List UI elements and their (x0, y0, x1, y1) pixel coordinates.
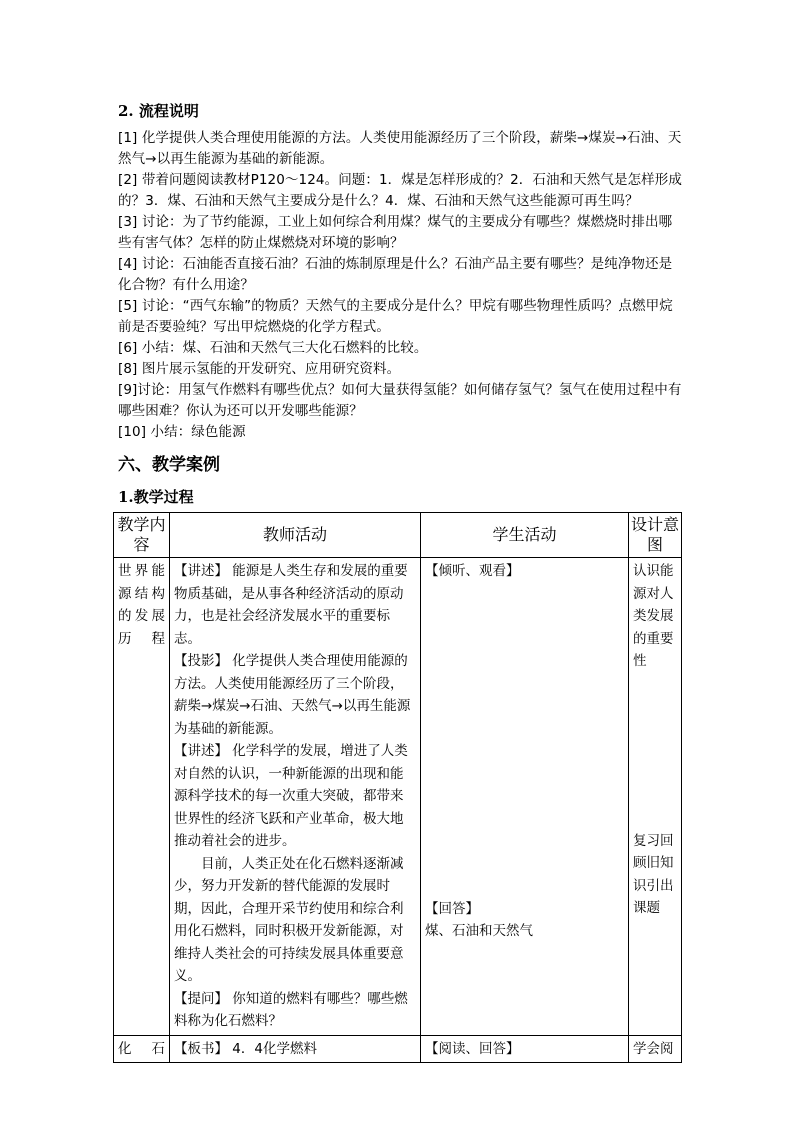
paragraph-10: [10] 小结：绿色能源 (118, 424, 246, 440)
header-student: 学生活动 (421, 513, 629, 558)
teacher-narration-3: 目前，人类正处在化石燃料逐渐减少，努力开发新的替代能源的发展时期，因此，合理开采节约使用和综合利用化石燃料，同时积极开发新能源，对维持人类社会的可持续发展具体重要意义。 (174, 855, 404, 984)
table-header-row (114, 513, 682, 558)
table-row (114, 1035, 682, 1063)
paragraph-1: [1] 化学提供人类合理使用能源的方法。人类使用能源经历了三个阶段，薪柴→煤炭→石油、天然气→以再生能源为基础的新能源。 (118, 130, 682, 167)
student-activity-1: 【倾听、观看】 (425, 563, 520, 579)
paragraph-4: [4] 讨论：石油能否直接石油？石油的炼制原理是什么？石油产品主要有哪些？是纯净物还是化合物？有什么用途？ (118, 256, 673, 293)
lesson-table (113, 512, 682, 1063)
row2-teacher-cell: 【板书】 4．4化学燃料 (170, 1035, 421, 1063)
paragraph-6: [6] 小结：煤、石油和天然气三大化石燃料的比较。 (118, 340, 428, 356)
row1-student-cell (421, 558, 629, 1036)
intent-1: 认识能源对人类发展的重要性 (633, 563, 674, 669)
chapter-title: 六、教学案例 (118, 455, 220, 475)
header-content: 教学内容 (114, 513, 170, 558)
process-description (118, 128, 684, 443)
header-intent: 设计意图 (629, 513, 682, 558)
student-answer-label: 【回答】 (425, 900, 479, 917)
paragraph-5: [5] 讨论：“西气东输”的物质？天然气的主要成分是什么？甲烷有哪些物理性质吗？点燃甲烷前是否要验纯？写出甲烷燃烧的化学方程式。 (118, 298, 673, 335)
paragraph-3: [3] 讨论：为了节约能源，工业上如何综合利用煤？煤气的主要成分有哪些？煤燃烧时排出哪些有害气体？怎样的防止煤燃烧对环境的影响？ (118, 214, 673, 251)
header-teacher: 教师活动 (170, 513, 421, 558)
student-answer-text: 煤、石油和天然气 (425, 923, 533, 939)
paragraph-8: [8] 图片展示氢能的开发研究、应用研究资料。 (118, 361, 401, 377)
row2-student-cell: 【阅读、回答】 (421, 1035, 629, 1063)
row2-content-cell (114, 1035, 170, 1063)
row2-content: 化石 (118, 1040, 165, 1057)
row1-teacher-cell (170, 558, 421, 1036)
row1-content-cell (114, 558, 170, 1036)
row1-intent-cell (629, 558, 682, 1036)
intent-2: 复习回顾旧知识引出课题 (633, 832, 674, 916)
row1-content: 世界能源结构的发展历程 (118, 563, 165, 647)
teacher-projection: 【投影】 化学提供人类合理使用能源的方法。人类使用能源经历了三个阶段，薪柴→煤炭→石油、天然气→以再生能源为基础的新能源。 (174, 653, 411, 737)
section-title: 2. 流程说明 (118, 102, 199, 120)
paragraph-9: [9]讨论：用氢气作燃料有哪些优点？如何大量获得氢能？如何储存氢气？氢气在使用过程中有哪些困难？你认为还可以开发哪些能源？ (118, 382, 682, 419)
teacher-question: 【提问】 你知道的燃料有哪些？哪些燃料称为化石燃料？ (174, 990, 408, 1029)
teacher-narration-1: 【讲述】 能源是人类生存和发展的重要物质基础，是从事各种经济活动的原动力，也是社会经济发展水平的重要标志。 (174, 563, 408, 647)
row2-intent-cell: 学会阅 (629, 1035, 682, 1063)
paragraph-2: [2] 带着问题阅读教材P120～124。问题：1．煤是怎样形成的？2．石油和天然气是怎样形成的？3．煤、石油和天然气主要成分是什么？4．煤、石油和天然气这些能源可再生吗？ (118, 172, 682, 209)
teacher-narration-2: 【讲述】 化学科学的发展，增进了人类对自然的认识，一种新能源的出现和能源科学技术的每一次重大突破，都带来世界性的经济飞跃和产业革命，极大地推动着社会的进步。 (174, 743, 408, 849)
subsection-title: 1.教学过程 (118, 488, 194, 506)
table-row (114, 558, 682, 1036)
